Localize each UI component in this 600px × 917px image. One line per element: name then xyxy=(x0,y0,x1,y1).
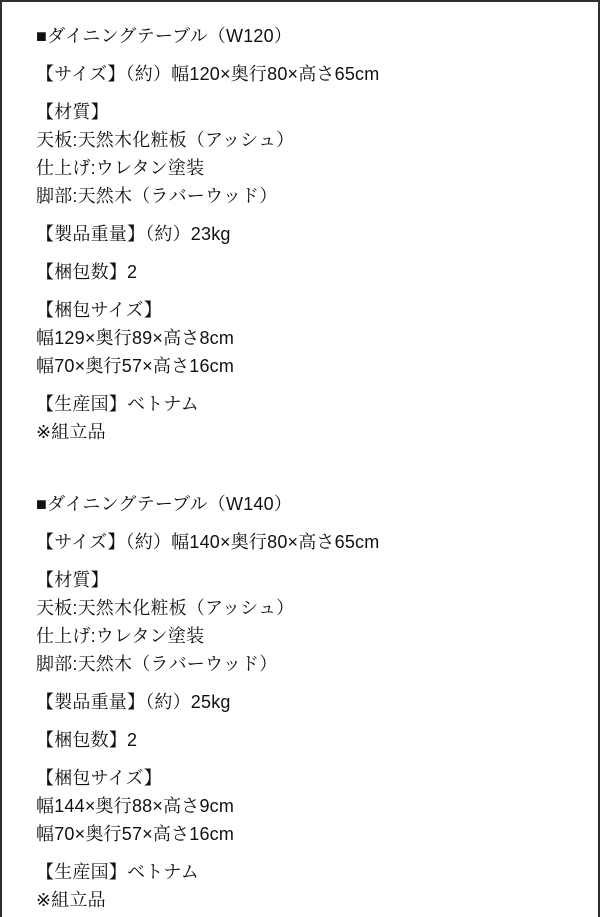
package-size-line-1: 幅129×奥行89×高さ8cm xyxy=(36,328,235,348)
package-count-line: 【梱包数】2 xyxy=(36,730,138,750)
material-top-line: 天板:天然木化粧板（アッシュ） xyxy=(36,598,295,618)
assembly-note: ※組立品 xyxy=(36,890,106,910)
material-finish-line: 仕上げ:ウレタン塗装 xyxy=(36,158,205,178)
package-size-label: 【梱包サイズ】 xyxy=(36,768,162,788)
material-finish-line: 仕上げ:ウレタン塗装 xyxy=(36,626,205,646)
weight-line: 【製品重量】（約）25kg xyxy=(36,692,231,712)
size-line: 【サイズ】（約）幅140×奥行80×高さ65cm xyxy=(36,532,380,552)
package-size-line-2: 幅70×奥行57×高さ16cm xyxy=(36,824,235,844)
material-legs-line: 脚部:天然木（ラバーウッド） xyxy=(36,186,278,206)
package-size-line-1: 幅144×奥行88×高さ9cm xyxy=(36,796,235,816)
material-legs-line: 脚部:天然木（ラバーウッド） xyxy=(36,654,278,674)
weight-line: 【製品重量】（約）23kg xyxy=(36,224,231,244)
package-size-label: 【梱包サイズ】 xyxy=(36,300,162,320)
package-size-line-2: 幅70×奥行57×高さ16cm xyxy=(36,356,235,376)
product-spec-w120 xyxy=(36,22,590,446)
size-line: 【サイズ】（約）幅120×奥行80×高さ65cm xyxy=(36,64,380,84)
assembly-note: ※組立品 xyxy=(36,422,106,442)
material-top-line: 天板:天然木化粧板（アッシュ） xyxy=(36,130,295,150)
product-title: ■ダイニングテーブル（W120） xyxy=(36,26,293,46)
country-line: 【生産国】ベトナム xyxy=(36,394,199,414)
country-line: 【生産国】ベトナム xyxy=(36,862,199,882)
package-count-line: 【梱包数】2 xyxy=(36,262,138,282)
product-spec-w140 xyxy=(36,490,590,914)
material-label: 【材質】 xyxy=(36,570,109,590)
material-label: 【材質】 xyxy=(36,102,109,122)
product-title: ■ダイニングテーブル（W140） xyxy=(36,494,293,514)
